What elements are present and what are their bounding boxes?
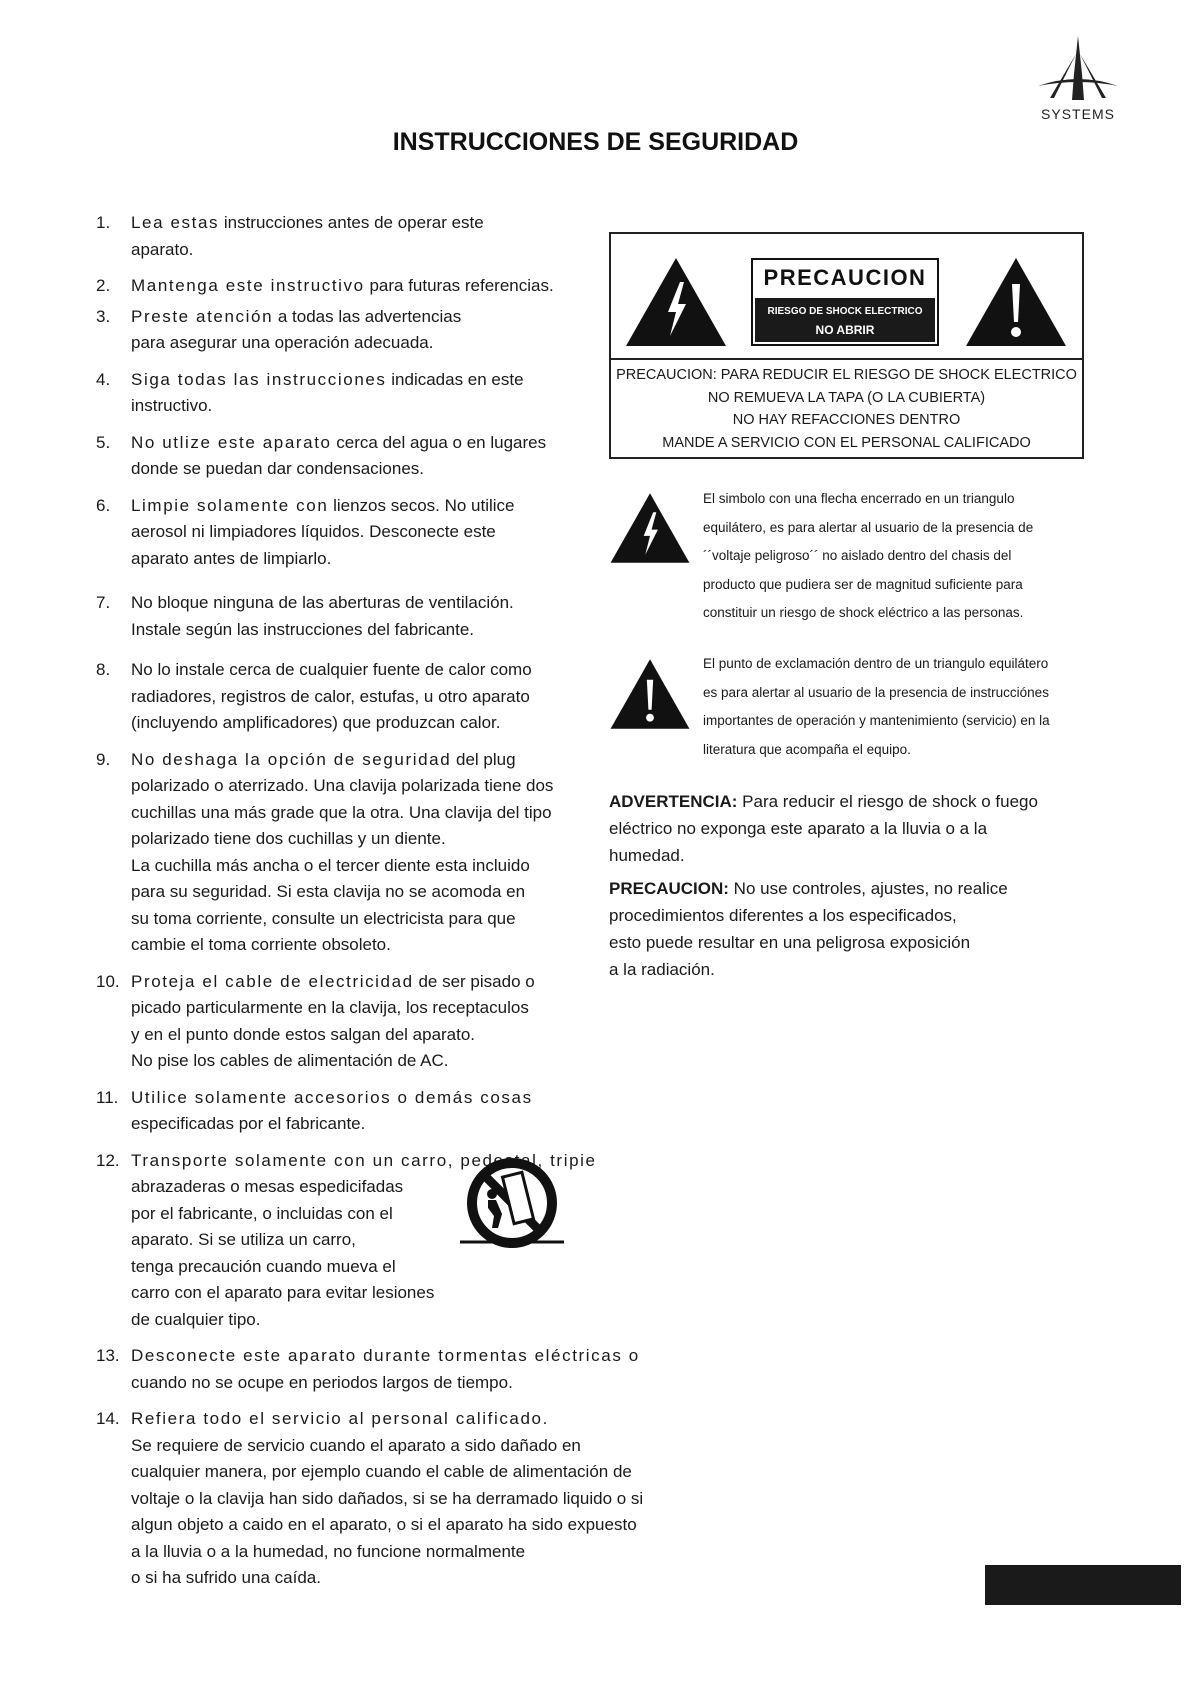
- exclamation-explanation: [609, 650, 1084, 765]
- item-text: instrucciones antes de operar este aparato.: [131, 213, 484, 259]
- advertencia-label: ADVERTENCIA:: [609, 792, 738, 811]
- list-item: [96, 1085, 736, 1138]
- item-number: 4.: [96, 369, 111, 389]
- page-title: INSTRUCCIONES DE SEGURIDAD: [392, 128, 799, 156]
- caution-text: PRECAUCION: PARA REDUCIR EL RIESGO DE SHOCK ELECTRICO NO REMUEVA LA TAPA (O LA CUBIERTA) NO HAY REFACCIONES DENTRO MANDE A SERVICIO CON EL PERSONAL CALIFICADO: [616, 367, 1077, 451]
- item-lead: No deshaga la opción de seguridad: [131, 749, 452, 769]
- item-lead: Desconecte este aparato durante tormentas eléctricas o: [131, 1346, 640, 1365]
- item-lead: Lea estas: [131, 213, 220, 232]
- systems-logo: [1036, 34, 1120, 124]
- item-text: No lo instale cerca de cualquier fuente de calor como radiadores, registros de calor, estufas, u otro aparato (incluyendo amplificadores) que produzcan calor.: [131, 660, 532, 732]
- item-text: Se requiere de servicio cuando el aparato a sido dañado en cualquier manera, por ejemplo cuando el cable de alimentación de voltaje o la clavija han sido dañados, si se ha derramado liquido o si algun objeto a caido en el aparato, o si el aparato ha sido expuesto a la lluvia o a la humedad, no funcione normalmente o si ha sufrido una caída.: [131, 1435, 644, 1587]
- logo-text: SYSTEMS: [1041, 106, 1115, 122]
- item-text: cuando no se ocupe en periodos largos de tiempo.: [131, 1372, 513, 1392]
- item-lead: Proteja el cable de electricidad: [131, 971, 414, 991]
- item-number: 3.: [96, 306, 111, 326]
- footer-bar: [985, 1565, 1181, 1605]
- item-number: 9.: [96, 749, 111, 769]
- advertencia-note: [609, 788, 1089, 869]
- caution-label-box: [609, 232, 1084, 459]
- item-text: de ser pisado o picado particularmente en la clavija, los receptaculos y en el punto donde estos salgan del aparato. No pise los cables de alimentación de AC.: [131, 971, 535, 1070]
- lightning-explanation: [609, 485, 1084, 625]
- item-text: lienzos secos. No utilice aerosol ni limpiadores líquidos. Desconecte este aparato antes de limpiarlo.: [131, 495, 515, 568]
- item-lead: Mantenga este instructivo: [131, 276, 365, 295]
- item-number: 11.: [96, 1087, 119, 1107]
- item-lead: Siga todas las instrucciones: [131, 369, 387, 389]
- advertencia-text: Para reducir el riesgo de shock o fuego eléctrico no exponga este aparato a la lluvia o a la humedad.: [609, 792, 1038, 865]
- item-number: 13.: [96, 1346, 120, 1365]
- item-lead: Preste atención: [131, 306, 274, 326]
- list-item: [96, 1343, 736, 1396]
- logo-icon: [1036, 34, 1120, 108]
- item-number: 2.: [96, 276, 111, 295]
- item-lead: Utilice solamente accesorios o demás cosas: [131, 1087, 533, 1107]
- caution-heading: PRECAUCION: [763, 265, 927, 290]
- lightning-triangle-icon: [609, 490, 691, 566]
- item-text: indicadas en este instructivo.: [131, 369, 524, 415]
- exclamation-triangle-icon: [609, 656, 691, 732]
- caution-plate: [751, 258, 939, 346]
- cart-warning-icon: [458, 1158, 566, 1248]
- item-number: 8.: [96, 660, 111, 679]
- precaucion-text: No use controles, ajustes, no realice procedimientos diferentes a los especificados, esto puede resultar en una peligrosa exposición a la radiación.: [609, 879, 1008, 979]
- item-text: para futuras referencias.: [364, 276, 554, 295]
- item-lead: Limpie solamente con: [131, 495, 329, 515]
- list-item: [96, 969, 736, 1075]
- item-text: especificadas por el fabricante.: [131, 1114, 366, 1133]
- item-number: 14.: [96, 1409, 120, 1428]
- item-number: 1.: [96, 213, 111, 232]
- exclamation-triangle-icon: [964, 256, 1068, 348]
- item-text: cerca del agua o en lugares donde se puedan dar condensaciones.: [131, 432, 547, 478]
- item-text: No bloque ninguna de las aberturas de ventilación. Instale según las instrucciones del fabricante.: [131, 593, 514, 639]
- do-not-open-text: NO ABRIR: [815, 323, 875, 337]
- lightning-triangle-icon: [624, 256, 728, 348]
- item-text: del plug polarizado o aterrizado. Una clavija polarizada tiene dos cuchillas una más grade que la otra. Una clavija del tipo polarizado tiene dos cuchillas y un diente. La cuchilla más ancha o el tercer diente esta incluido para su seguridad. Si esta clavija no se acomoda en su toma corriente, consulte un electricista para que cambie el toma corriente obsoleto.: [131, 749, 554, 954]
- exclamation-explanation-text: El punto de exclamación dentro de un triangulo equilátero es para alertar al usuario de la presencia de instrucciónes importantes de operación y mantenimiento (servicio) en la literatura que acompaña el equipo.: [703, 656, 1050, 757]
- item-number: 6.: [96, 495, 111, 515]
- item-lead: Refiera todo el servicio al personal calificado.: [131, 1409, 549, 1428]
- lightning-explanation-text: El simbolo con una flecha encerrado en un triangulo equilátero, es para alertar al usuario de la presencia de ´´voltaje peligroso´´ no aislado dentro del chasis del producto que pudiera ser de magnitud suficiente para constituir un riesgo de shock eléctrico a las personas.: [703, 491, 1034, 620]
- item-number: 5.: [96, 432, 111, 452]
- precaucion-label: PRECAUCION:: [609, 879, 729, 898]
- list-item: [96, 1148, 736, 1334]
- item-text: a todas las advertencias para asegurar una operación adecuada.: [131, 306, 462, 352]
- item-text: abrazaderas o mesas espedicifadas por el fabricante, o incluidas con el aparato. Si se utiliza un carro, tenga precaución cuando mueva el carro con el aparato para evitar lesiones de cualquier tipo.: [131, 1177, 435, 1329]
- item-number: 10.: [96, 971, 120, 991]
- item-number: 12.: [96, 1150, 120, 1170]
- item-number: 7.: [96, 593, 111, 612]
- precaucion-note: [609, 875, 1089, 983]
- shock-risk-text: RIESGO DE SHOCK ELECTRICO: [767, 306, 923, 317]
- list-item: [96, 1406, 736, 1592]
- item-lead: Transporte solamente con un carro, pedestal, tripie: [131, 1150, 597, 1170]
- item-lead: No utlize este aparato: [131, 432, 332, 452]
